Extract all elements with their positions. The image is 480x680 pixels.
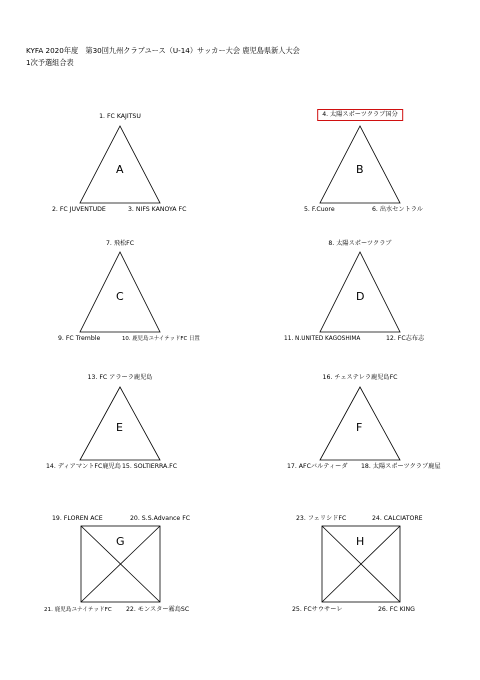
team-label: 23. フェリシドFC bbox=[296, 515, 347, 522]
team-label: 21. 鹿児島ユナイテッドFC bbox=[44, 607, 112, 613]
team-label: 18. 太陽スポーツクラブ鹿屋 bbox=[361, 463, 441, 470]
team-label: 8. 太陽スポーツクラブ bbox=[328, 240, 392, 247]
team-label-highlighted: 4. 太陽スポーツクラブ国分 bbox=[317, 109, 403, 121]
group-b-letter: B bbox=[356, 163, 364, 176]
team-label: 5. F.Cuore bbox=[304, 206, 335, 213]
team-label: 26. FC KING bbox=[378, 606, 415, 613]
group-g-letter: G bbox=[116, 535, 125, 548]
team-label: 1. FC KAJITSU bbox=[99, 113, 141, 120]
team-label: 3. NIFS KANOYA FC bbox=[128, 206, 187, 213]
team-label: 19. FLOREN ACE bbox=[52, 515, 103, 522]
team-label: 9. FC Tremble bbox=[58, 335, 101, 342]
team-label: 22. モンスター霧島SC bbox=[126, 606, 190, 613]
team-label: 2. FC JUVENTUDE bbox=[52, 206, 106, 213]
team-label: 17. AFCバルティーダ bbox=[287, 463, 348, 470]
group-f-letter: F bbox=[356, 421, 363, 434]
team-label: 20. S.S.Advance FC bbox=[130, 515, 191, 522]
group-c-letter: C bbox=[116, 290, 124, 303]
team-label: 13. FC アラーラ鹿児島 bbox=[87, 374, 153, 381]
team-label: 24. CALCIATORE bbox=[372, 515, 423, 522]
team-label: 25. FCサウサーレ bbox=[292, 606, 343, 613]
team-label: 12. FC志布志 bbox=[386, 335, 425, 342]
team-label: 6. 出水セントラル bbox=[372, 206, 423, 213]
team-label: 15. SOLTIERRA.FC bbox=[122, 463, 178, 470]
group-h-letter: H bbox=[356, 535, 365, 548]
document-title: KYFA 2020年度 第30回九州クラブユース（U-14）サッカー大会 鹿児島県新人大会 bbox=[26, 46, 300, 55]
team-label: 14. ディアマントFC鹿児島 bbox=[46, 463, 121, 470]
group-e-letter: E bbox=[116, 421, 123, 434]
team-label: 10. 鹿児島ユナイテッドFC 日置 bbox=[122, 336, 200, 342]
document-subtitle: 1次予選組合表 bbox=[26, 58, 74, 67]
team-label: 7. 飛松FC bbox=[105, 240, 135, 247]
team-label: 11. N.UNITED KAGOSHIMA bbox=[284, 336, 361, 342]
group-a-letter: A bbox=[116, 163, 124, 176]
team-label: 16. チェステレラ鹿児島FC bbox=[322, 374, 398, 381]
group-d-letter: D bbox=[356, 290, 365, 303]
